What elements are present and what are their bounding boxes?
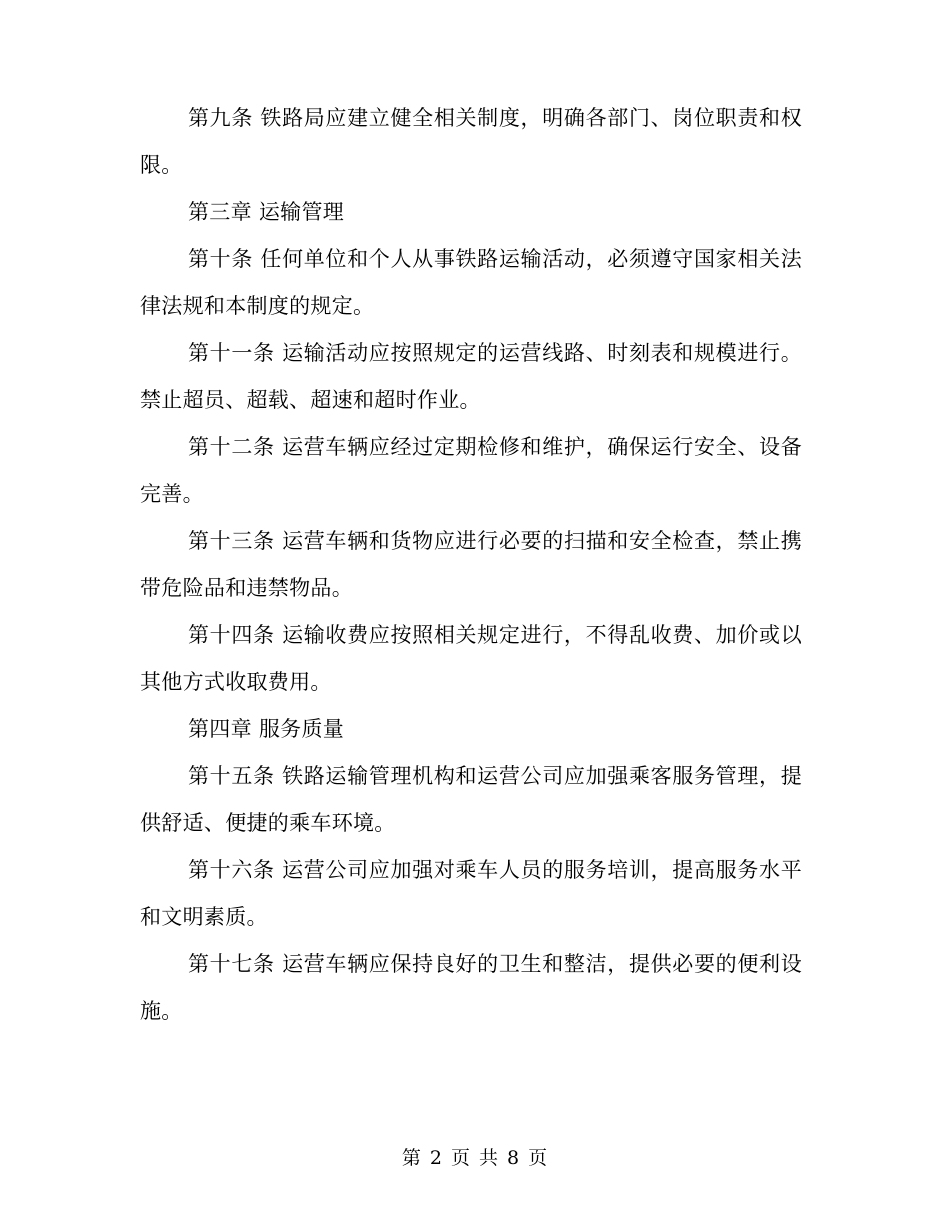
chapter-4-heading: 第四章 服务质量 (188, 717, 345, 741)
article-13: 第十三条 运营车辆和货物应进行必要的扫描和安全检查，禁止携带危险品和违禁物品。 (140, 529, 802, 600)
article-15: 第十五条 铁路运输管理机构和运营公司应加强乘客服务管理，提供舒适、便捷的乘车环境。 (140, 764, 802, 835)
article-9: 第九条 铁路局应建立健全相关制度，明确各部门、岗位职责和权限。 (140, 106, 802, 177)
article-12: 第十二条 运营车辆应经过定期检修和维护，确保运行安全、设备完善。 (140, 435, 802, 506)
footer-total-pages: 8 (507, 1147, 521, 1169)
page-footer (0, 1143, 950, 1170)
article-17: 第十七条 运营车辆应保持良好的卫生和整洁，提供必要的便利设施。 (140, 952, 802, 1023)
document-body (140, 95, 802, 1035)
footer-page-word: 页 (450, 1147, 471, 1169)
footer-total-word: 共 (479, 1147, 500, 1169)
chapter-3-heading: 第三章 运输管理 (188, 200, 345, 224)
article-11: 第十一条 运输活动应按照规定的运营线路、时刻表和规模进行。禁止超员、超载、超速和超时作业。 (140, 341, 802, 412)
article-14: 第十四条 运输收费应按照相关规定进行，不得乱收费、加价或以其他方式收取费用。 (140, 623, 802, 694)
footer-current-page: 2 (429, 1147, 443, 1169)
article-10: 第十条 任何单位和个人从事铁路运输活动，必须遵守国家相关法律法规和本制度的规定。 (140, 247, 802, 318)
article-16: 第十六条 运营公司应加强对乘车人员的服务培训，提高服务水平和文明素质。 (140, 858, 802, 929)
footer-prefix: 第 (401, 1147, 422, 1169)
footer-suffix: 页 (528, 1147, 549, 1169)
